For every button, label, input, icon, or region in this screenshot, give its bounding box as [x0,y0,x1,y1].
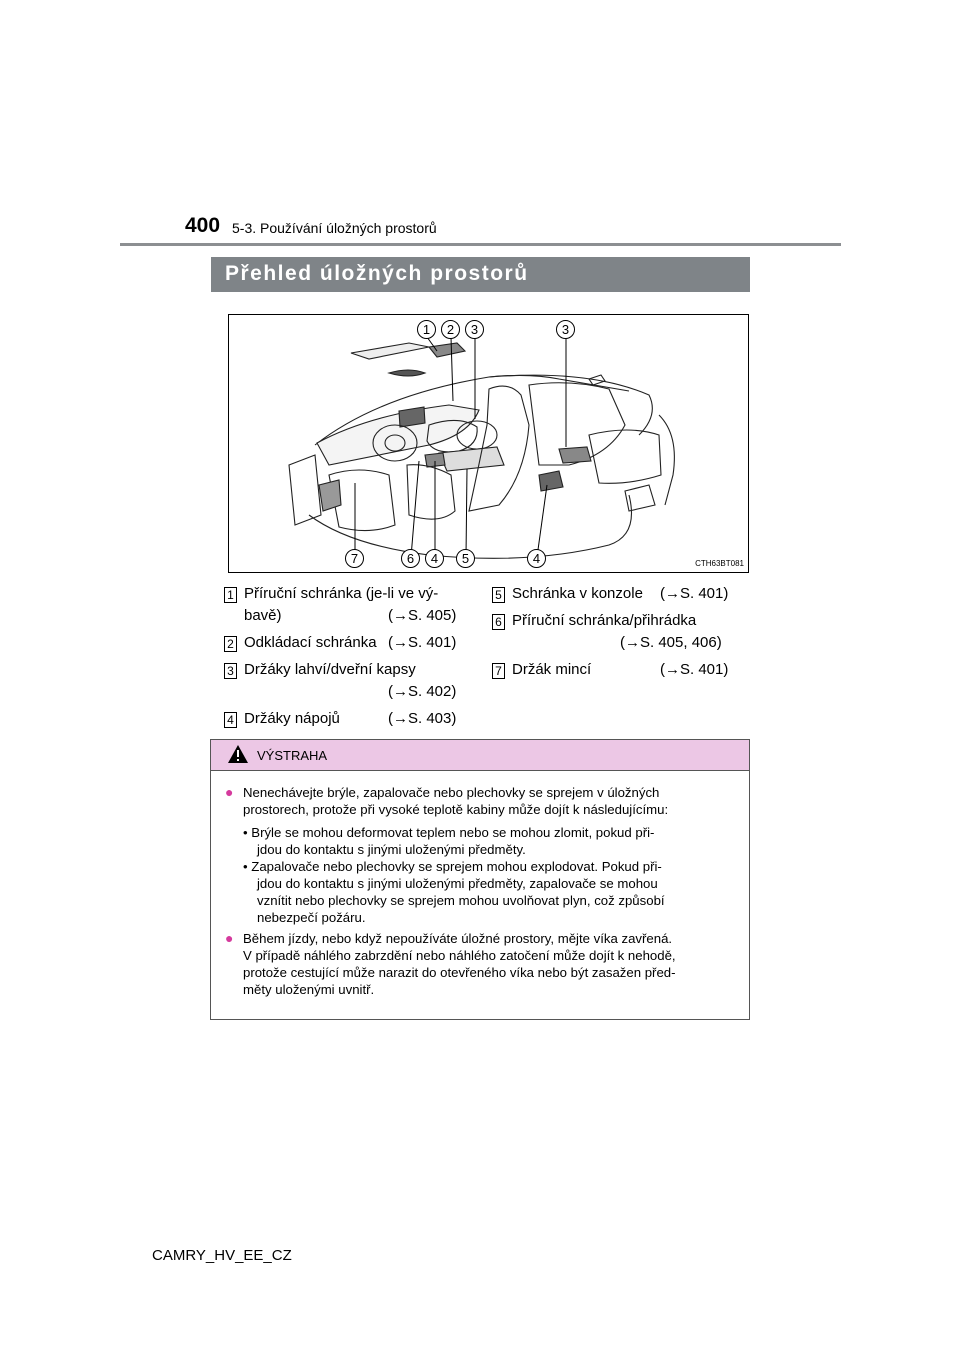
footer-code: CAMRY_HV_EE_CZ [152,1247,292,1264]
legend-item-2 [224,632,469,656]
car-interior-illustration [228,314,749,573]
warning-text-line: • Zapalovače nebo plechovky se sprejem mohou explodovat. Pokud při- [243,859,662,874]
warning-text-line: protože cestující může narazit do otevřeného víka nebo být zasažen před- [243,965,676,980]
callout-4: 4 [425,549,444,568]
warning-text-line: jdou do kontaktu s jinými uloženými předměty, zapalovače se mohou [257,876,658,891]
figure-code: CTH63BT081 [695,559,744,568]
warning-text-line: nebezpečí požáru. [257,910,366,925]
legend-label-cont: bavě) [244,607,282,624]
page-number: 400 [185,214,221,237]
legend-item-7 [492,659,742,683]
warning-sub-bullet-2 [243,858,743,926]
legend-label: Držáky lahví/dveřní kapsy [244,661,416,678]
warning-sub-bullet-1 [243,824,743,858]
legend-number: 4 [224,712,237,728]
warning-triangle-icon [227,744,249,764]
legend-item-4 [224,708,469,732]
warning-header [211,740,749,771]
callout-3: 3 [465,320,484,339]
legend-item-3 [224,659,469,707]
legend-label: Příruční schránka/přihrádka [512,612,697,629]
callout-7: 7 [345,549,364,568]
legend-page-ref: (→S. 401) [660,585,729,602]
callout-1: 1 [417,320,436,339]
legend-number: 7 [492,663,505,679]
legend-number: 2 [224,636,237,652]
warning-label: VÝSTRAHA [257,748,328,763]
legend-number: 3 [224,663,237,679]
legend-page-ref: (→S. 405) [388,607,457,624]
callout-6: 6 [401,549,420,568]
legend-number: 5 [492,587,505,603]
legend-number: 6 [492,614,505,630]
legend-item-5 [492,583,742,607]
callout-2: 2 [441,320,460,339]
warning-bullet-icon: ● [225,930,234,946]
legend-label: Příruční schránka (je-li ve vý- [244,585,439,602]
legend-label: Držák mincí [512,661,592,678]
warning-bullet-icon: ● [225,784,234,800]
legend-page-ref: (→S. 405, 406) [620,634,722,651]
legend-number: 1 [224,587,237,603]
warning-text-line: měty uloženými uvnitř. [243,982,375,997]
warning-text-line: Nenechávejte brýle, zapalovače nebo plechovky se sprejem v úložných [243,785,660,800]
legend-item-1 [224,583,469,631]
warning-box [210,739,750,1020]
header-rule [120,243,841,246]
legend-page-ref: (→S. 401) [660,661,729,678]
legend-item-6 [492,610,742,658]
legend-page-ref: (→S. 402) [388,683,457,700]
warning-text-line: V případě náhlého zabrzdění nebo náhlého zatočení může dojít k nehodě, [243,948,676,963]
car-interior-drawing [229,315,748,572]
warning-paragraph-2 [243,930,743,998]
legend-page-ref: (→S. 403) [388,710,457,727]
legend-page-ref: (→S. 401) [388,634,457,651]
warning-text-line: Během jízdy, nebo když nepoužíváte úložné prostory, mějte víka zavřená. [243,931,673,946]
callout-4-rear: 4 [527,549,546,568]
warning-text-line: • Brýle se mohou deformovat teplem nebo se mohou zlomit, pokud při- [243,825,655,840]
callout-5: 5 [456,549,475,568]
legend-label: Držáky nápojů [244,710,340,727]
callout-3-rear: 3 [556,320,575,339]
warning-text-line: prostorech, protože při vysoké teplotě kabiny může dojít k následujícímu: [243,802,669,817]
warning-paragraph-1 [243,784,743,818]
section-title: Přehled úložných prostorů [211,257,750,292]
legend-label: Odkládací schránka [244,634,377,651]
warning-text-line: jdou do kontaktu s jinými uloženými předměty. [257,842,526,857]
chapter-title: 5-3. Používání úložných prostorů [232,220,437,236]
legend-label: Schránka v konzole [512,585,643,602]
warning-text-line: vznítit nebo plechovky se sprejem mohou uvolňovat plyn, což způsobí [257,893,665,908]
